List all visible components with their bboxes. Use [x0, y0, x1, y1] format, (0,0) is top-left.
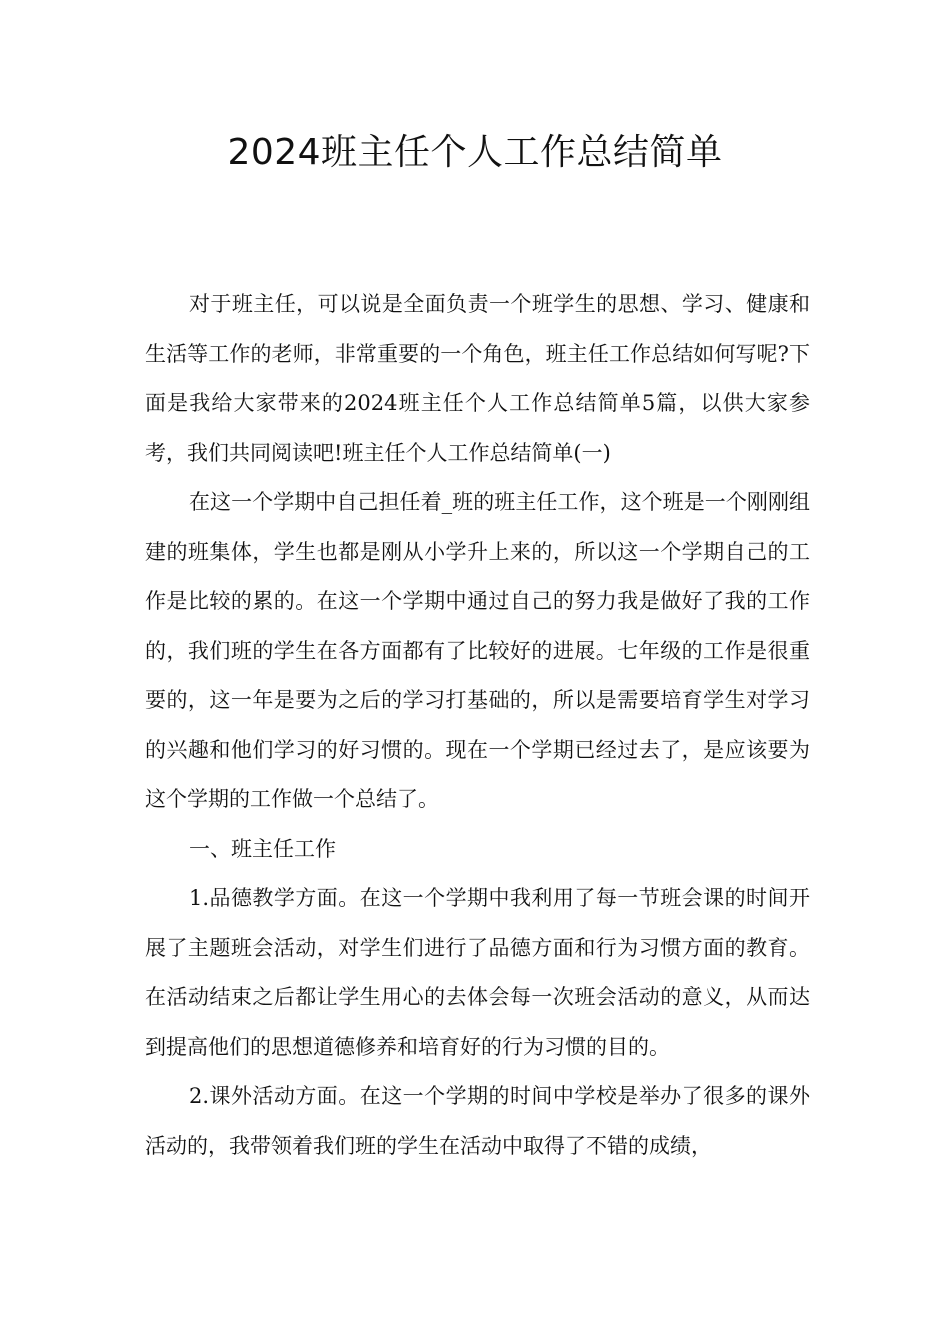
document-body	[145, 280, 810, 1171]
paragraph-semester-overview: 在这一个学期中自己担任着_班的班主任工作，这个班是一个刚刚组建的班集体，学生也都是刚从小学升上来的，所以这一个学期自己的工作是比较的累的。在这一个学期中通过自己的努力我是做好了我的工作的，我们班的学生在各方面都有了比较好的进展。七年级的工作是很重要的，这一年是要为之后的学习打基础的，所以是需要培育学生对学习的兴趣和他们学习的好习惯的。现在一个学期已经过去了，是应该要为这个学期的工作做一个总结了。	[145, 490, 810, 811]
section-heading-class-teacher-work: 一、班主任工作	[189, 836, 336, 861]
paragraph-moral-education: 1.品德教学方面。在这一个学期中我利用了每一节班会课的时间开展了主题班会活动，对学生们进行了品德方面和行为习惯方面的教育。在活动结束之后都让学生用心的去体会每一次班会活动的意义，从而达到提高他们的思想道德修养和培育好的行为习惯的目的。	[145, 886, 810, 1059]
paragraph-extracurricular: 2.课外活动方面。在这一个学期的时间中学校是举办了很多的课外活动的，我带领着我们班的学生在活动中取得了不错的成绩，	[145, 1084, 810, 1158]
document-title: 2024班主任个人工作总结简单	[227, 132, 723, 173]
paragraph-intro: 对于班主任，可以说是全面负责一个班学生的思想、学习、健康和生活等工作的老师，非常重要的一个角色，班主任工作总结如何写呢?下面是我给大家带来的2024班主任个人工作总结简单5篇，以供大家参考，我们共同阅读吧!班主任个人工作总结简单(一)	[145, 292, 810, 465]
